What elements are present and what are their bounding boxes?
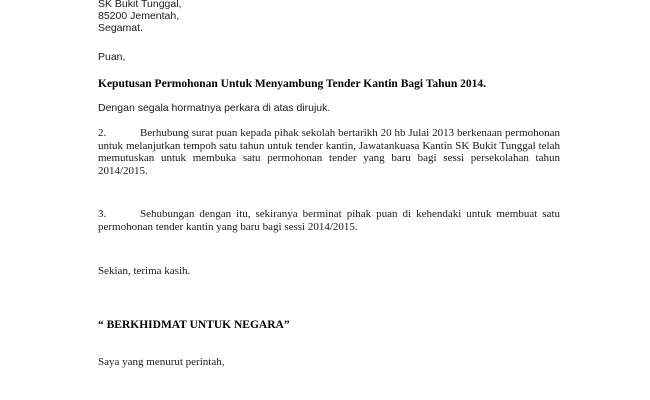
motto: “ BERKHIDMAT UNTUK NEGARA”: [98, 319, 290, 331]
paragraph-3: [98, 208, 560, 233]
salutation: Puan,: [98, 51, 126, 63]
paragraph-2-text: Berhubung surat puan kepada pihak sekolah bertarikh 20 hb Julai 2013 berkenaan permohonan untuk melanjutkan tempoh satu tahun untuk tender kantin, Jawatankuasa Kantin SK Bukit Tunggal telah memutuskan untuk membuka satu permohonan tender yang baru bagi sessi persekolahan tahun 2014/2015.: [98, 127, 560, 177]
closing-line: Sekian, terima kasih.: [98, 265, 191, 277]
paragraph-3-text: Sehubungan dengan itu, sekiranya berminat pihak puan di kehendaki untuk membuat satu permohonan tender kantin yang baru bagi sessi 2014/2015.: [98, 208, 560, 233]
letter-subject: Keputusan Permohonan Untuk Menyambung Tender Kantin Bagi Tahun 2014.: [98, 78, 487, 90]
paragraph-2: [98, 127, 560, 177]
signoff-line: Saya yang menurut perintah,: [98, 356, 225, 368]
paragraph-3-number: 3.: [98, 208, 107, 220]
address-line-3: Segamat.: [98, 22, 143, 34]
address-line-2: 85200 Jementah,: [98, 10, 180, 22]
paragraph-2-number: 2.: [98, 127, 107, 139]
opening-line: Dengan segala hormatnya perkara di atas dirujuk.: [98, 102, 331, 114]
address-line-1: SK Bukit Tunggal,: [98, 0, 182, 10]
